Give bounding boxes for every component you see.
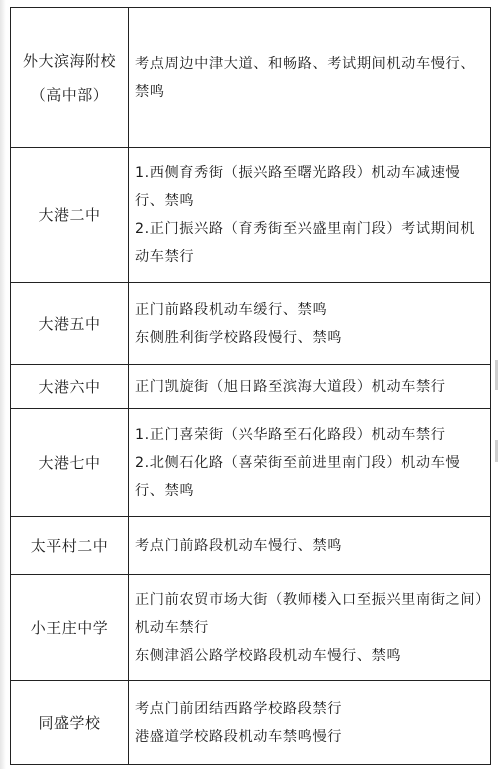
school-cell	[11, 681, 129, 765]
rules-cell	[129, 409, 491, 517]
rule-text: 考点门前团结西路学校路段禁行	[135, 700, 343, 717]
rule-text: 2.正门振兴路（育秀街至兴盛里南门段）考试期间机动车禁行	[135, 221, 476, 265]
school-name-sub: （高中部）	[30, 85, 109, 104]
scroll-indicator	[495, 360, 498, 390]
table-row	[11, 575, 491, 681]
rules-cell	[129, 148, 491, 283]
rule-text: 正门凯旋街（旭日路至滨海大道段）机动车禁行	[135, 378, 446, 395]
rule-text: 正门前路段机动车缓行、禁鸣	[135, 301, 328, 318]
rule-text: 东侧津滔公路学校路段机动车慢行、禁鸣	[135, 647, 402, 664]
school-name: 大港二中	[38, 206, 101, 224]
rules-cell	[129, 575, 491, 681]
rule-text: 1.西侧育秀街（振兴路至曙光路段）机动车减速慢行、禁鸣	[135, 165, 461, 209]
school-cell	[11, 283, 129, 365]
table-row	[11, 283, 491, 365]
rules-cell	[129, 517, 491, 575]
scroll-indicator	[495, 440, 498, 462]
school-cell	[11, 148, 129, 283]
rule-text: 考点周边中津大道、和畅路、考试期间机动车慢行、禁鸣	[135, 55, 476, 100]
school-cell	[11, 8, 129, 148]
rule-text: 东侧胜利街学校路段慢行、禁鸣	[135, 329, 343, 346]
school-name: 大港五中	[38, 314, 101, 333]
rules-cell	[129, 8, 491, 148]
table-row	[11, 681, 491, 765]
school-name: 大港七中	[38, 453, 101, 472]
table-row	[11, 409, 491, 517]
school-cell	[11, 409, 129, 517]
table-row	[11, 8, 491, 148]
school-name: 外大滨海附校	[22, 51, 116, 70]
traffic-control-table	[10, 7, 491, 765]
table-row	[11, 148, 491, 283]
school-name: 小王庄中学	[30, 618, 109, 637]
rule-text: 考点门前路段机动车慢行、禁鸣	[135, 537, 343, 554]
table-row	[11, 365, 491, 409]
rules-cell	[129, 283, 491, 365]
rule-text: 正门前农贸市场大街（教师楼入口至振兴里南街之间）机动车禁行	[135, 591, 483, 636]
school-name: 大港六中	[38, 377, 101, 396]
school-name: 太平村二中	[30, 536, 109, 555]
school-cell	[11, 517, 129, 575]
page-edge-shadow	[0, 0, 6, 769]
table-row	[11, 517, 491, 575]
school-cell	[11, 575, 129, 681]
rules-cell	[129, 365, 491, 409]
school-name: 同盛学校	[38, 713, 101, 732]
rules-cell	[129, 681, 491, 765]
rule-text: 2.北侧石化路（喜荣街至前进里南门段）机动车慢行、禁鸣	[135, 454, 461, 499]
rule-text: 1.正门喜荣街（兴华路至石化路段）机动车禁行	[135, 426, 446, 443]
rule-text: 港盛道学校路段机动车禁鸣慢行	[135, 728, 343, 745]
school-cell	[11, 365, 129, 409]
